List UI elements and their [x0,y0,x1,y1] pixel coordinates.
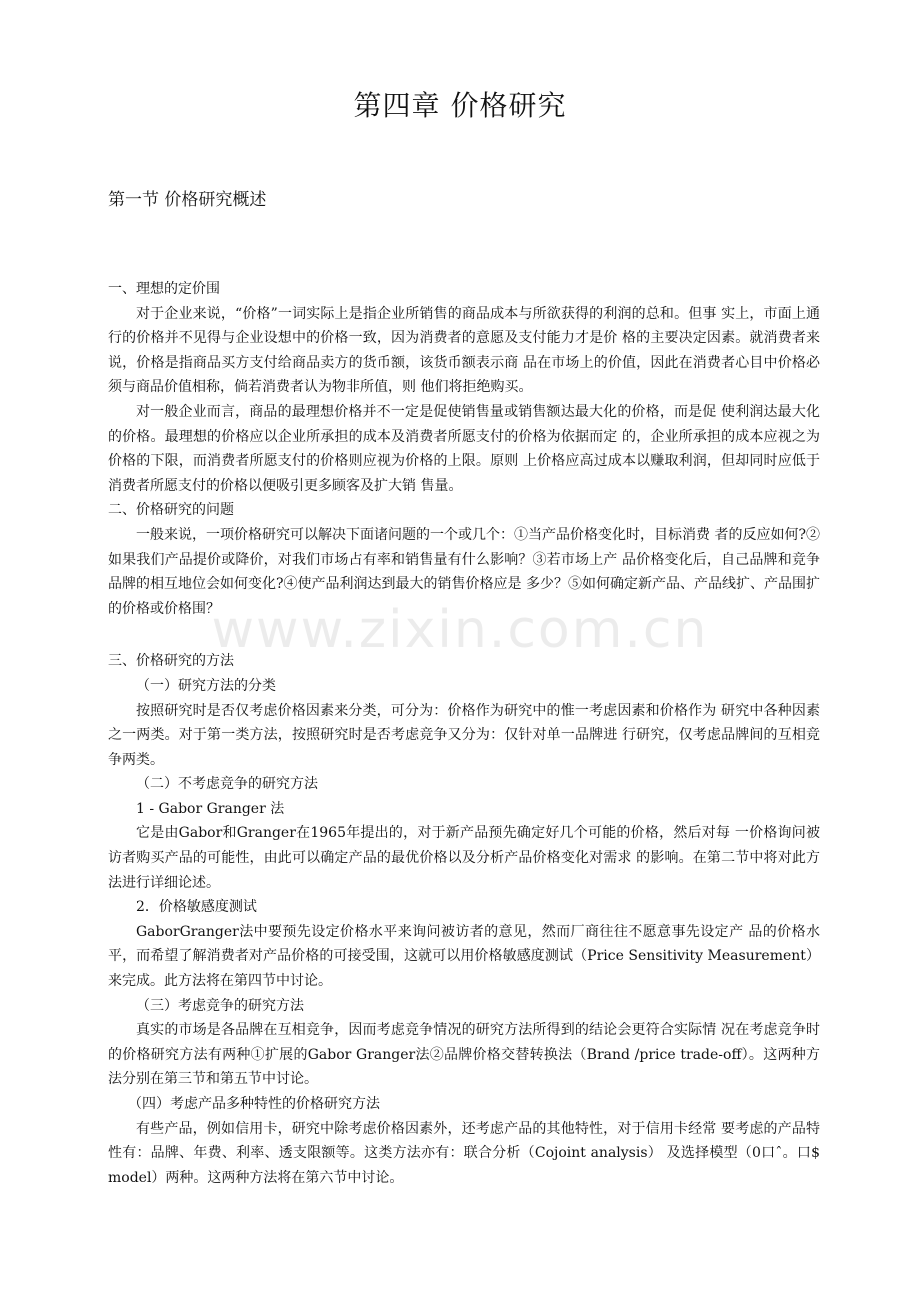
heading-research-methods: 三、价格研究的方法 [108,653,234,670]
body-paragraph: 真实的市场是各品牌在互相竞争，因而考虑竞争情况的研究方法所得到的结论会更符合实际情 况在考虑竞争时的价格研究方法有两种①扩展的Gabor Granger法②品牌价格交替转换法（Brand /price trade-off）。这两种方法分别在第三节和第五节中讨论。 [108,1022,820,1088]
document-body [108,277,820,1190]
subheading: （三）考虑竞争的研究方法 [136,997,304,1014]
watermark: www.zixin.com.cn [211,600,709,660]
heading-research-questions: 二、价格研究的问题 [108,502,234,519]
body-paragraph: 按照研究时是否仅考虑价格因素来分类，可分为：价格作为研究中的惟一考虑因素和价格作为 研究中各种因素之一两类。对于第一类方法，按照研究时是否考虑竞争又分为：仅针对单一品牌进 行研究，仅考虑品牌间的互相竞争两类。 [108,702,820,768]
subheading: （四）考虑产品多种特性的价格研究方法 [128,1096,380,1112]
heading-ideal-pricing: 一、理想的定价围 [108,281,220,297]
body-paragraph: 对一般企业而言，商品的最理想价格并不一定是促使销售量或销售额达最大化的价格，而是促 使利润达最大化的价格。最理想的价格应以企业所承担的成本及消费者所愿支付的价格为依据而定 的，企业所承担的成本应视之为价格的下限，而消费者所愿支付的价格则应视为价格的上限。原则 上价格应高过成本以赚取利润，但却同时应低于消费者所愿支付的价格以便吸引更多顾客及扩大销 售量。 [108,403,820,494]
section-heading: 第一节 价格研究概述 [108,190,267,210]
subheading: 2．价格敏感度测试 [136,899,257,916]
subheading: （一）研究方法的分类 [136,677,276,694]
body-paragraph: 有些产品，例如信用卡，研究中除考虑价格因素外，还考虑产品的其他特性，对于信用卡经常 要考虑的产品特性有：品牌、年费、利率、透支限额等。这类方法亦有：联合分析（Cojoint analysis） 及选择模型（0口ˆ。口$ model）两种。这两种方法将在第六节中讨论。 [108,1120,820,1186]
chapter-title: 第四章 价格研究 [353,89,567,122]
body-paragraph: 它是由Gabor和Granger在1965年提出的，对于新产品预先确定好几个可能的价格，然后对每 一价格询问被访者购买产品的可能性，由此可以确定产品的最优价格以及分析产品价格变化对需求 的影响。在第二节中将对此方法进行详细论述。 [108,825,820,891]
subheading: 1 - Gabor Granger 法 [136,800,285,817]
body-paragraph: GaborGranger法中要预先设定价格水平来询问被访者的意见，然而厂商往往不愿意事先设定产 品的价格水平，而希望了解消费者对产品价格的可接受围，这就可以用价格敏感度测试（Price Sensitivity Measurement）来完成。此方法将在第四节中讨论。 [108,923,820,990]
body-paragraph: 对于企业来说，“价格”一词实际上是指企业所销售的商品成本与所欲获得的利润的总和。但事 实上，市面上通行的价格并不见得与企业设想中的价格一致，因为消费者的意愿及支付能力才是价 格的主要决定因素。就消费者来说，价格是指商品买方支付给商品卖方的货币额，该货币额表示商 品在市场上的价值，因此在消费者心目中价格必须与商品价值相称，倘若消费者认为物非所值，则 他们将拒绝购买。 [108,305,820,396]
body-paragraph: 一般来说，一项价格研究可以解决下面诸问题的一个或几个：①当产品价格变化时，目标消费 者的反应如何?②如果我们产品提价或降价，对我们市场占有率和销售量有什么影响？③若市场上产 品价格变化后，自己品牌和竞争品牌的相互地位会如何变化?④使产品利润达到最大的销售价格应是 多少？⑤如何确定新产品、产品线扩、产品围扩的价格或价格围？ [108,526,820,617]
subheading: （二）不考虑竞争的研究方法 [136,776,318,793]
